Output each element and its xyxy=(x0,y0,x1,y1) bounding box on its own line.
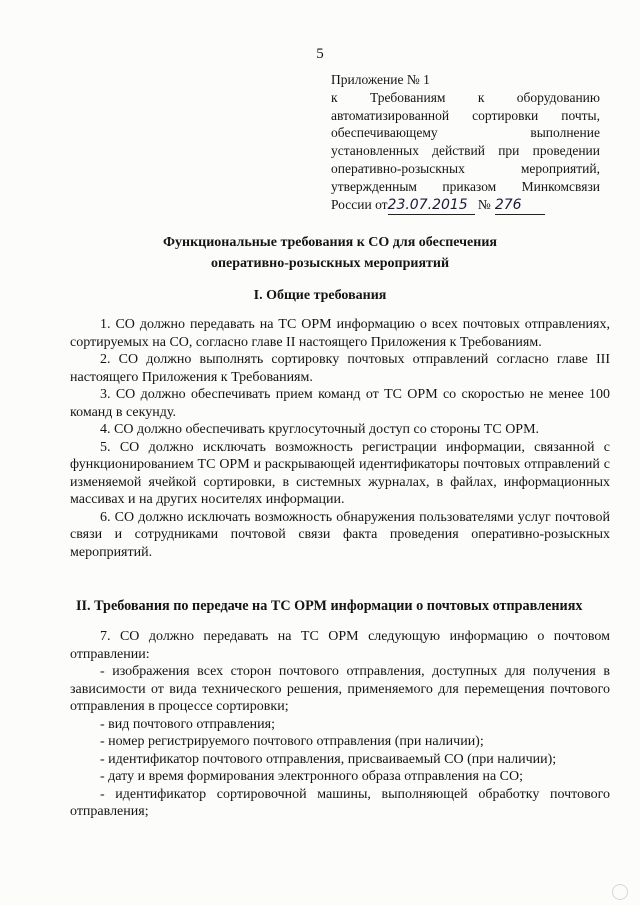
appendix-header xyxy=(331,71,600,215)
section-2-body xyxy=(70,628,610,821)
appendix-line: обеспечивающему выполнение xyxy=(331,125,600,141)
section-heading: I. Общие требования xyxy=(253,288,387,303)
requirement-item: 7. СО должно передавать на ТС ОРМ следующую информацию о почтовом отправлении: xyxy=(70,629,610,662)
approval-prefix: России от xyxy=(331,196,388,212)
appendix-line: автоматизированной сортировки почты, xyxy=(331,107,600,123)
requirement-item: 4. СО должно обеспечивать круглосуточный доступ со стороны ТС ОРМ. xyxy=(100,422,540,437)
list-item: - дату и время формирования электронного образа отправления на СО; xyxy=(100,769,524,784)
approval-line xyxy=(331,196,600,216)
document-title xyxy=(90,232,570,274)
scan-mark xyxy=(612,884,628,900)
title-line: Функциональные требования к СО для обеспечения xyxy=(163,235,497,250)
appendix-line: к Требованиям к оборудованию xyxy=(331,89,600,105)
number-label: № xyxy=(477,196,491,212)
section-1-body xyxy=(70,316,610,561)
requirement-item: 5. СО должно исключать возможность регистрации информации, связанной с функционированием ТС ОРМ и раскрывающей идентификаторы почтовых отправлений с изменяемой ячейкой сортировки, в системных журналах, в файлах, информационных массивах и на других носителях информации. xyxy=(70,439,610,507)
requirement-item: 1. СО должно передавать на ТС ОРМ информацию о всех почтовых отправлениях, сортируемых на СО, согласно главе II настоящего Приложения к Требованиям. xyxy=(70,317,610,350)
handwritten-date: 23.07.2015 xyxy=(388,197,475,216)
list-item: - идентификатор сортировочной машины, выполняющей обработку почтового отправления; xyxy=(70,786,610,819)
appendix-line: Приложение № 1 xyxy=(331,72,430,87)
appendix-line: установленных действий при проведении xyxy=(331,143,600,159)
list-item: - номер регистрируемого почтового отправления (при наличии); xyxy=(100,734,484,749)
requirement-item: 6. СО должно исключать возможность обнаружения пользователями услуг почтовой связи и сотрудниками почтовой связи факта проведения оперативно-розыскных мероприятий. xyxy=(70,509,610,560)
page-number: 5 xyxy=(316,46,324,62)
requirement-item: 2. СО должно выполнять сортировку почтовых отправлений согласно главе III настоящего Приложения к Требованиям. xyxy=(70,352,610,385)
section-heading: II. Требования по передаче на ТС ОРМ информации о почтовых отправлениях xyxy=(76,598,583,614)
title-line: оперативно-розыскных мероприятий xyxy=(210,256,450,271)
handwritten-number: 276 xyxy=(495,197,545,216)
list-item: - изображения всех сторон почтового отправления, доступных для получения в зависимости от вида технического решения, применяемого для перемещения почтового отправления в процессе сортировки; xyxy=(70,664,610,714)
list-item: - идентификатор почтового отправления, присваиваемый СО (при наличии); xyxy=(100,751,557,767)
appendix-line: утвержденным приказом Минкомсвязи xyxy=(331,178,600,194)
appendix-line: оперативно-розыскных мероприятий, xyxy=(331,160,600,176)
list-item: - вид почтового отправления; xyxy=(100,716,275,732)
requirement-item: 3. СО должно обеспечивать прием команд от ТС ОРМ со скоростью не менее 100 команд в секунду. xyxy=(70,387,610,420)
